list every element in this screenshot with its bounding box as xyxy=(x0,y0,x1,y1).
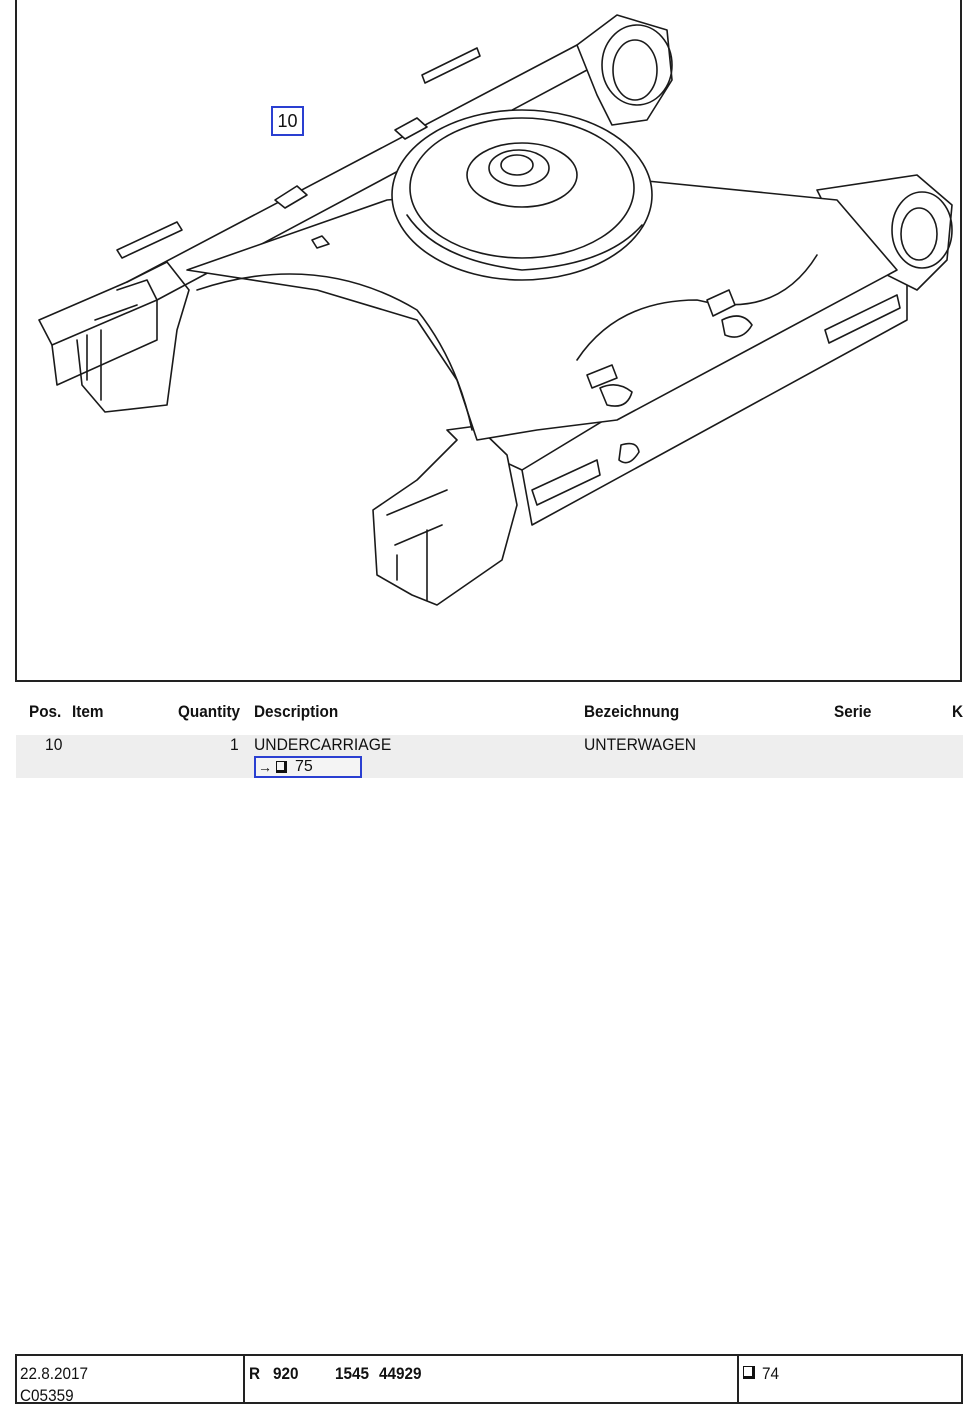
footer-model-number: 920 xyxy=(273,1364,299,1383)
header-bezeichnung: Bezeichnung xyxy=(584,702,680,721)
header-description: Description xyxy=(254,702,339,721)
row-bezeichnung: UNTERWAGEN xyxy=(584,735,697,754)
row-pos: 10 xyxy=(45,735,63,754)
header-serie: Serie xyxy=(834,702,872,721)
footer-serial-a: 1545 xyxy=(335,1364,370,1383)
page-footer xyxy=(15,1354,963,1404)
header-item: Item xyxy=(72,702,104,721)
subassembly-page-link[interactable] xyxy=(254,756,362,778)
header-k: K xyxy=(952,702,964,721)
header-pos: Pos. xyxy=(29,702,62,721)
header-quantity: Quantity xyxy=(178,702,241,721)
parts-drawing xyxy=(15,0,962,682)
page-reference-icon xyxy=(276,761,287,773)
footer-divider xyxy=(243,1356,245,1402)
footer-divider xyxy=(737,1356,739,1402)
footer-serial-b: 44929 xyxy=(379,1364,422,1383)
ref-page-number: 75 xyxy=(295,758,313,775)
page-icon xyxy=(743,1366,755,1379)
row-quantity: 1 xyxy=(230,735,239,754)
footer-model: R xyxy=(249,1364,261,1383)
undercarriage-drawing xyxy=(17,0,964,684)
position-callout-10[interactable]: 10 xyxy=(271,106,304,136)
row-description: UNDERCARRIAGE xyxy=(254,735,392,754)
footer-date: 22.8.2017 xyxy=(20,1364,89,1383)
footer-code: C05359 xyxy=(20,1386,74,1405)
footer-page-number: 74 xyxy=(762,1364,780,1383)
table-row xyxy=(16,735,963,778)
arrow-right-icon: → xyxy=(258,759,272,775)
